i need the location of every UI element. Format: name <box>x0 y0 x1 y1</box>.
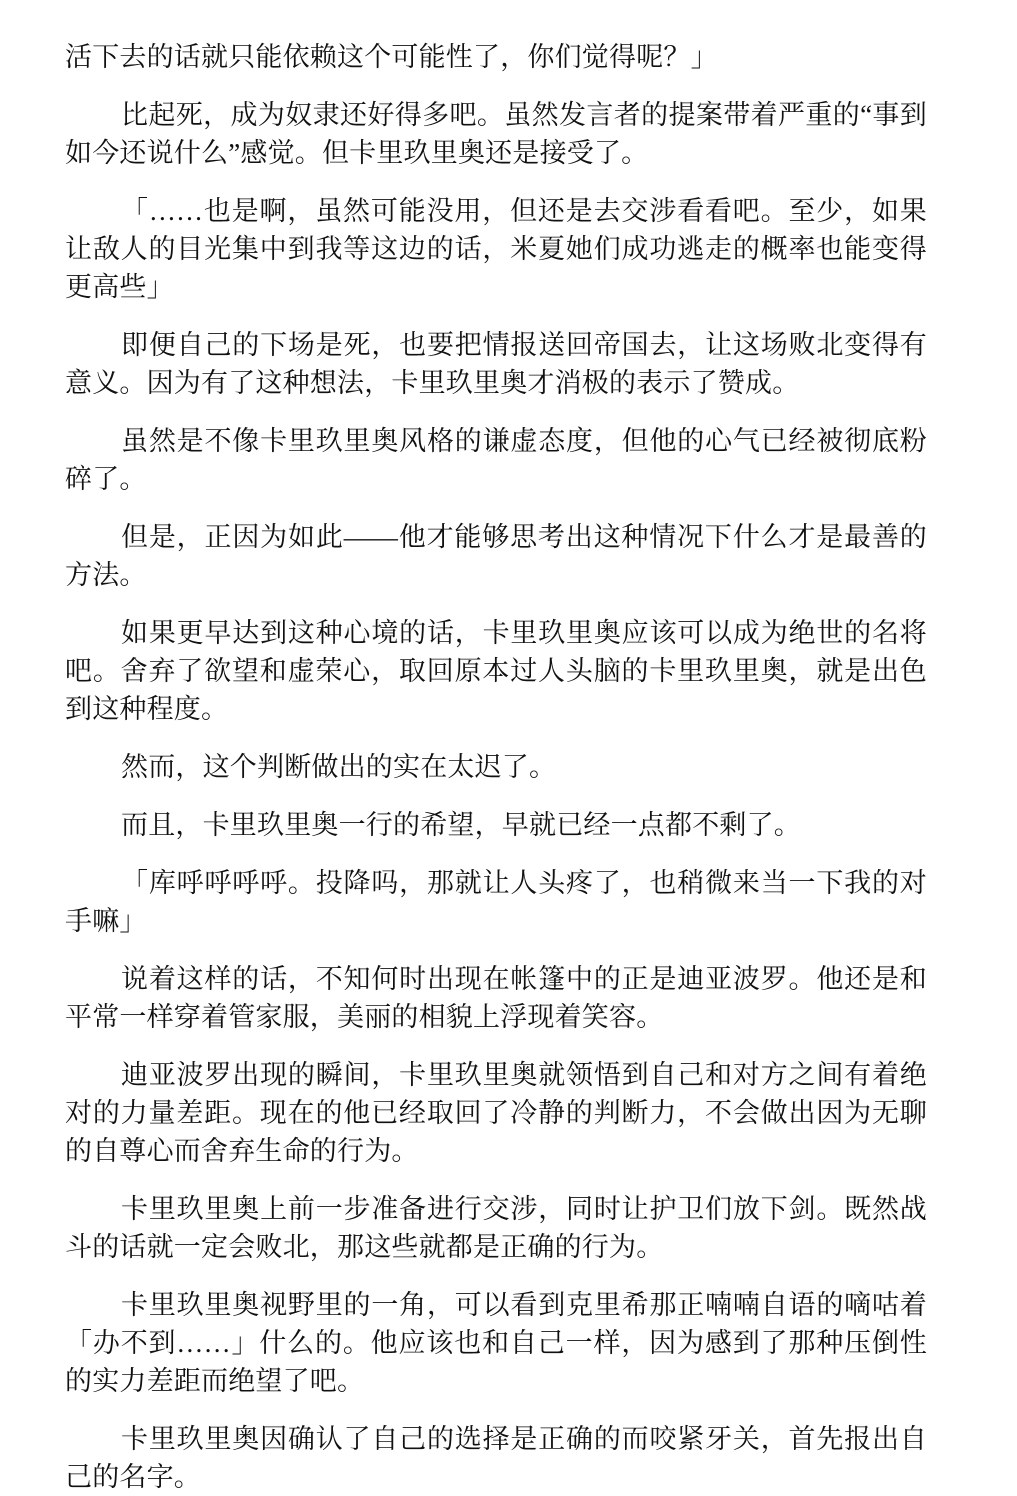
paragraph: 但是，正因为如此——他才能够思考出这种情况下什么才是最善的方法。 <box>65 522 927 590</box>
paragraph: 比起死，成为奴隶还好得多吧。虽然发言者的提案带着严重的“事到如今还说什么”感觉。但卡里玖里奥还是接受了。 <box>65 100 927 168</box>
paragraph: 「库呼呼呼呼。投降吗，那就让人头疼了，也稍微来当一下我的对手嘛」 <box>65 868 927 936</box>
paragraph: 虽然是不像卡里玖里奥风格的谦虚态度，但他的心气已经被彻底粉碎了。 <box>65 426 927 494</box>
paragraph: 然而，这个判断做出的实在太迟了。 <box>121 752 557 782</box>
paragraph: 卡里玖里奥视野里的一角，可以看到克里希那正喃喃自语的嘀咕着「办不到……」什么的。他应该也和自己一样，因为感到了那种压倒性的实力差距而绝望了吧。 <box>65 1290 927 1396</box>
paragraph: 「……也是啊，虽然可能没用，但还是去交涉看看吧。至少，如果让敌人的目光集中到我等这边的话，米夏她们成功逃走的概率也能变得更高些」 <box>65 196 927 302</box>
paragraph: 如果更早达到这种心境的话，卡里玖里奥应该可以成为绝世的名将吧。舍弃了欲望和虚荣心，取回原本过人头脑的卡里玖里奥，就是出色到这种程度。 <box>65 618 927 724</box>
paragraph: 迪亚波罗出现的瞬间，卡里玖里奥就领悟到自己和对方之间有着绝对的力量差距。现在的他已经取回了冷静的判断力，不会做出因为无聊的自尊心而舍弃生命的行为。 <box>65 1060 927 1166</box>
paragraph: 卡里玖里奥上前一步准备进行交涉，同时让护卫们放下剑。既然战斗的话就一定会败北，那这些就都是正确的行为。 <box>65 1194 927 1262</box>
paragraph: 而且，卡里玖里奥一行的希望，早就已经一点都不剩了。 <box>121 810 801 840</box>
paragraph: 说着这样的话，不知何时出现在帐篷中的正是迪亚波罗。他还是和平常一样穿着管家服，美丽的相貌上浮现着笑容。 <box>65 964 927 1032</box>
paragraph: 卡里玖里奥因确认了自己的选择是正确的而咬紧牙关，首先报出自己的名字。 <box>65 1424 927 1492</box>
paragraph: 活下去的话就只能依赖这个可能性了，你们觉得呢？」 <box>65 42 718 72</box>
paragraph: 即便自己的下场是死，也要把情报送回帝国去，让这场败北变得有意义。因为有了这种想法，卡里玖里奥才消极的表示了赞成。 <box>65 330 927 398</box>
document-text-body <box>65 38 927 1496</box>
